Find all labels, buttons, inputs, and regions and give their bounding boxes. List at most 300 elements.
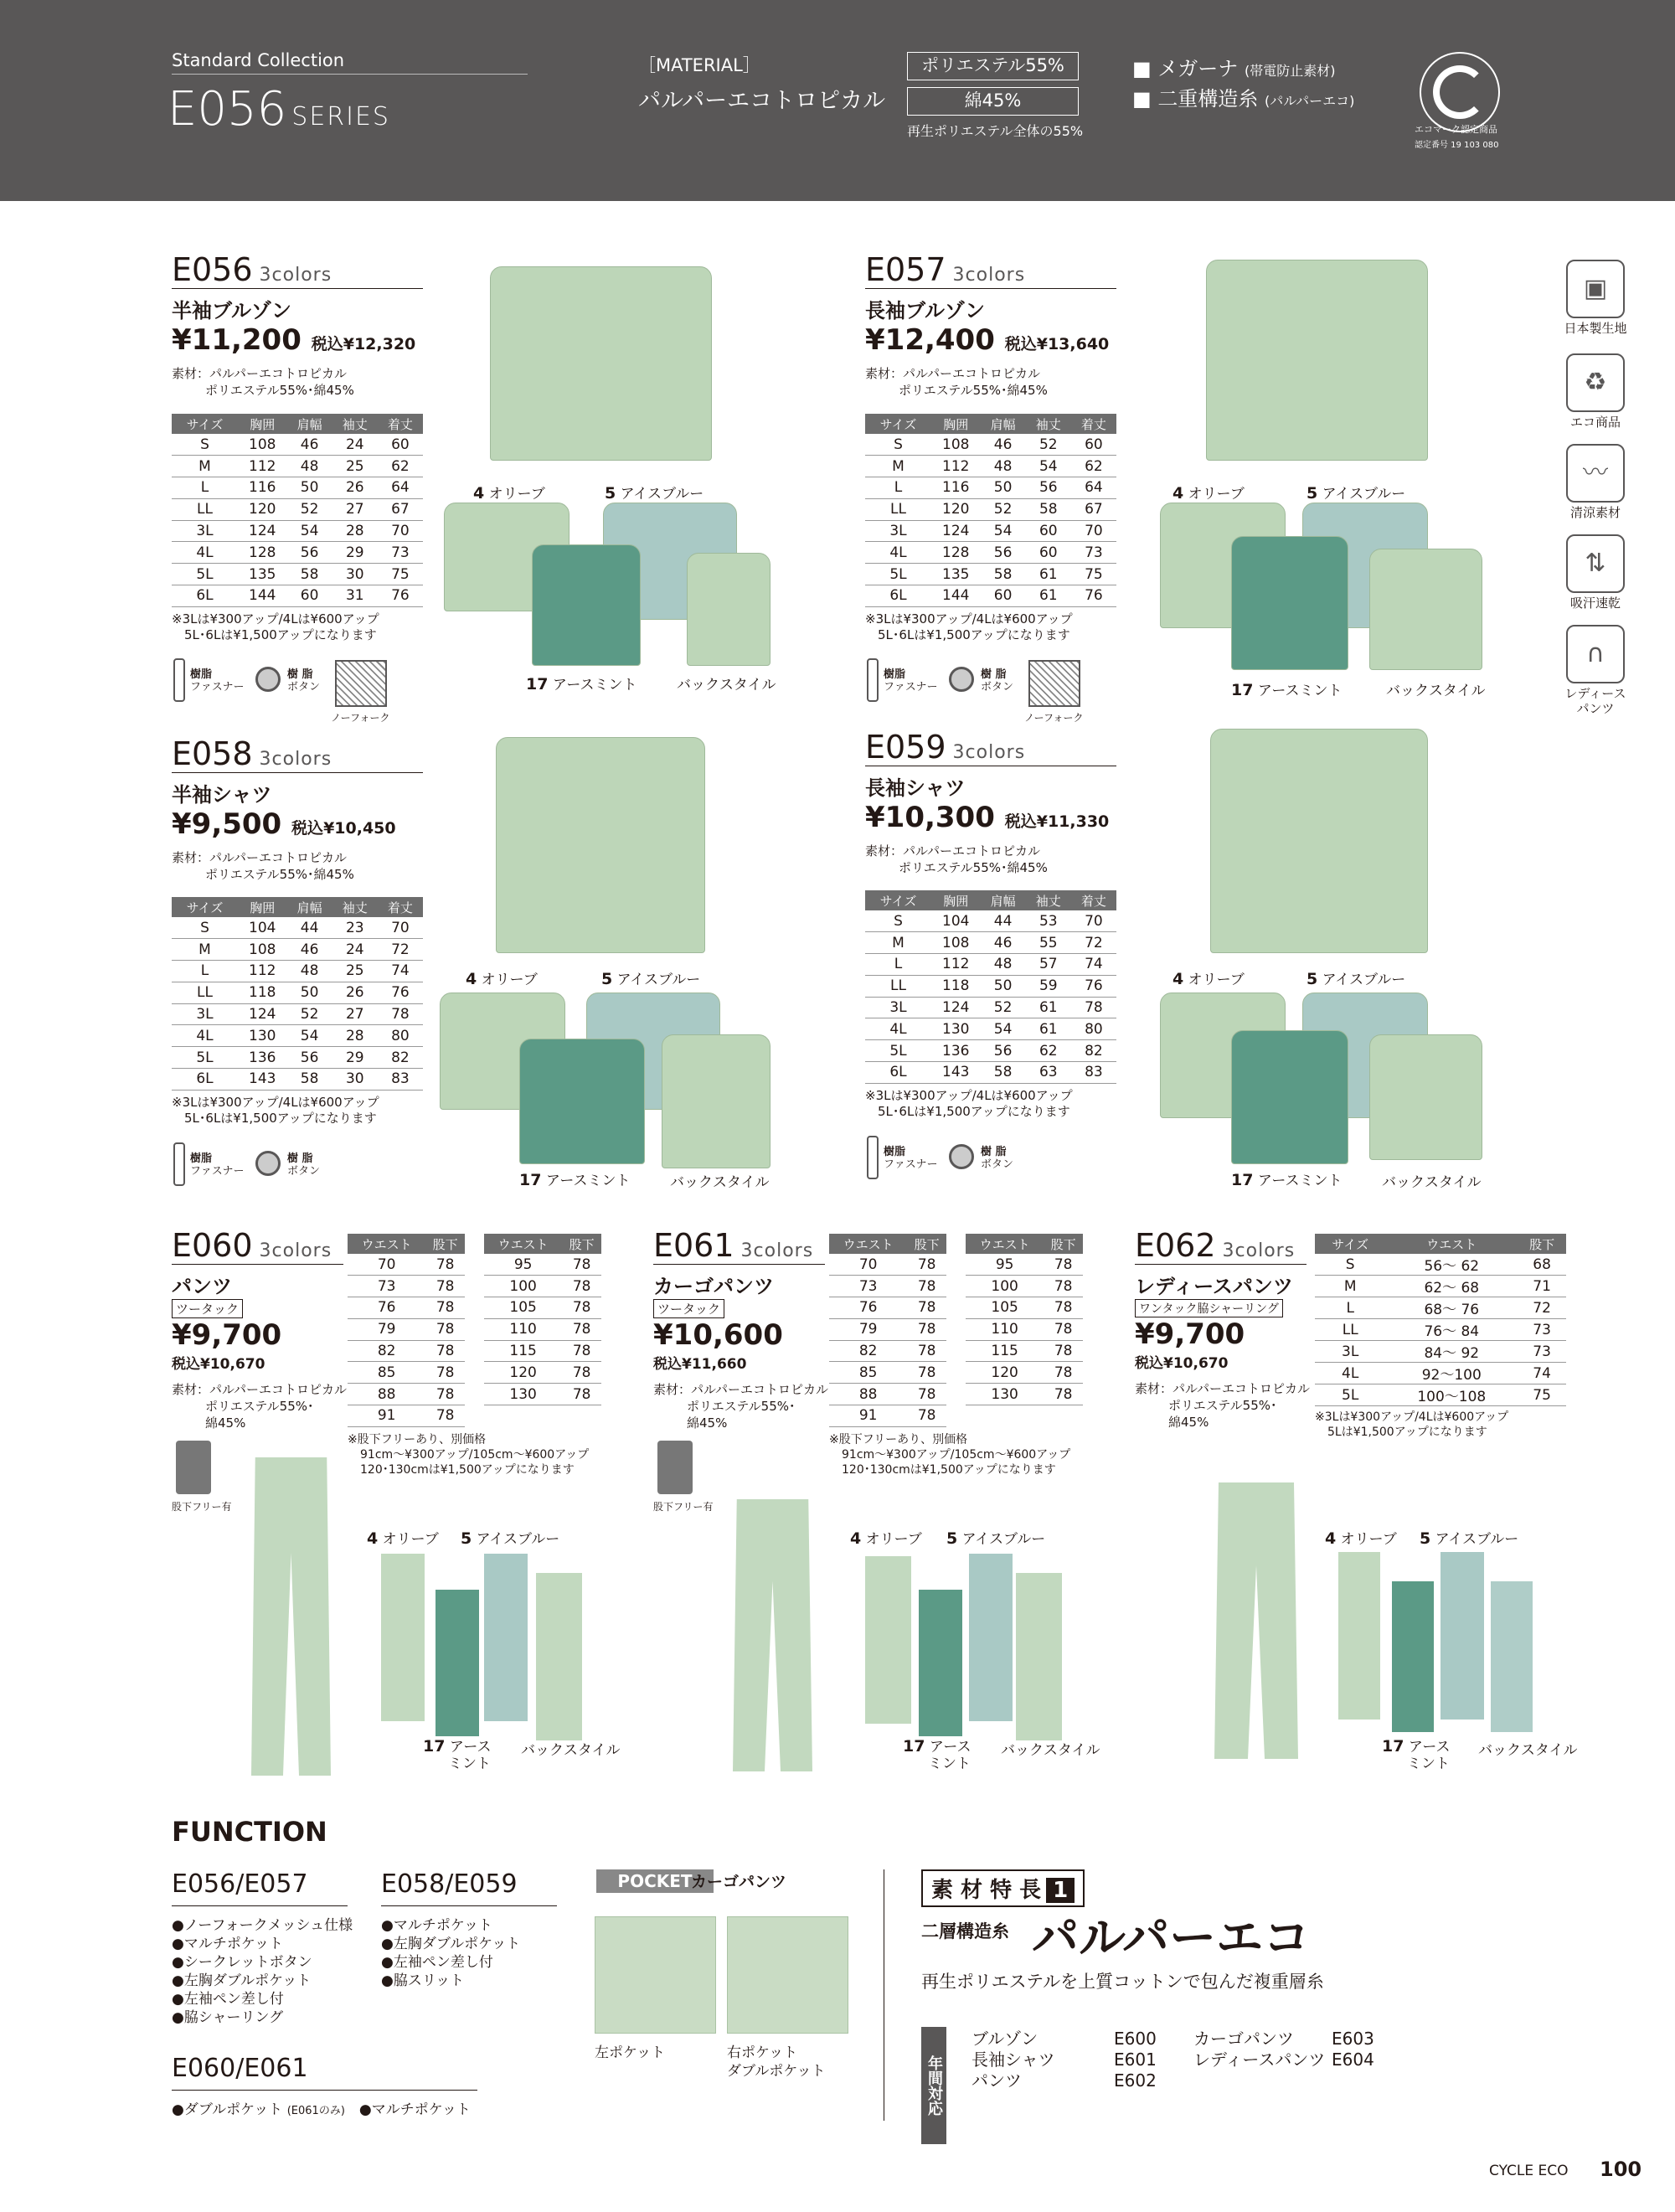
pants-earthmint-image (1392, 1581, 1434, 1732)
zipper-icon (867, 658, 879, 702)
material-name: パルパーエコトロピカル (638, 88, 886, 114)
pants-earthmint-image (436, 1590, 479, 1736)
table-cell: 78 (425, 1340, 465, 1362)
table-cell: 44 (287, 917, 332, 939)
table-row (966, 1340, 1083, 1362)
table-cell: 28 (332, 520, 378, 542)
table-cell: 62～ 68 (1385, 1276, 1518, 1297)
tuck-tag: ワンタック脇シャーリング (1135, 1299, 1283, 1317)
table-cell: 105 (484, 1297, 562, 1319)
tax-price: 税込¥11,660 (653, 1356, 747, 1373)
table-cell: 78 (907, 1297, 946, 1319)
table-cell: 112 (238, 456, 287, 477)
table-cell: 120 (238, 498, 287, 520)
table-cell: 29 (332, 542, 378, 564)
table-row (348, 1254, 465, 1276)
material-text: 素材：パルパーエコトロピカル ポリエステル55%･ 綿45% (1135, 1381, 1310, 1430)
code-underline (865, 288, 1116, 289)
tuck-tag: ツータック (172, 1299, 243, 1318)
header-divider (172, 74, 528, 75)
table-cell: 4L (1315, 1363, 1385, 1384)
table-cell: 78 (378, 1003, 423, 1025)
back-style-label: バックスタイル (1478, 1742, 1578, 1759)
jacket-main-image (1206, 260, 1428, 461)
table-cell: 144 (931, 585, 981, 607)
table-cell: 78 (907, 1362, 946, 1384)
table-row (865, 1040, 1116, 1062)
table-cell: 74 (1071, 954, 1116, 976)
table-cell: 78 (907, 1254, 946, 1276)
table-cell: 70 (378, 917, 423, 939)
table-cell: 48 (287, 456, 332, 477)
size-note: ※3Lは¥300アップ/4Lは¥600アップ 5L･6Lは¥1,500アップになります (172, 611, 379, 642)
table-row (484, 1254, 601, 1276)
table-row (172, 477, 423, 499)
page-number: 100 (1600, 2158, 1642, 2181)
table-cell: 61 (1026, 997, 1071, 1018)
feature-items-2: カーゴパンツ E603 レディースパンツ E604 (1193, 2029, 1374, 2070)
table-cell: 124 (931, 520, 981, 542)
table-cell: 6L (865, 1062, 931, 1084)
table-cell: 78 (425, 1318, 465, 1340)
table-cell: 91 (348, 1405, 425, 1427)
right-pocket-label: 右ポケット ダブルポケット (727, 2044, 826, 2080)
table-cell: 30 (332, 1069, 378, 1091)
table-cell: 78 (562, 1297, 601, 1319)
table-row (829, 1254, 946, 1276)
table-cell: 24 (332, 939, 378, 961)
table-cell: 55 (1026, 932, 1071, 954)
table-cell: 64 (1071, 477, 1116, 499)
table-cell: 54 (287, 520, 332, 542)
waist-table-e061-b: ウエスト 股下 95 78 100 78 105 78 110 78 115 78 120 78 130 78 (966, 1234, 1083, 1405)
table-row (829, 1405, 946, 1427)
table-cell: S (172, 434, 238, 456)
zipper-label: 樹脂 ファスナー (884, 668, 938, 694)
inseam-note: ※股下フリーあり、別価格 91cm～¥300アップ/105cm～¥600アップ 120･130cmは¥1,500アップになります (348, 1433, 590, 1477)
size-table-e059: サイズ 胸囲 肩幅 袖丈 着丈 S 104 44 53 70 M 108 46 55 72 L 112 48 57 74 LL 118 50 59 76 3L 124 52 61 78 4L 130 54 61 80 5L 136 56 62 82 6L 143 58 63 83 (865, 890, 1116, 1084)
table-cell: 25 (332, 456, 378, 477)
table-cell: 124 (931, 997, 981, 1018)
table-cell: 56 (1026, 477, 1071, 499)
table-cell: 4L (865, 542, 931, 564)
table-row (865, 564, 1116, 585)
table-cell: 52 (287, 1003, 332, 1025)
table-cell: 112 (931, 954, 981, 976)
function-group-title: E058/E059 (381, 1869, 518, 1899)
table-cell: 110 (484, 1318, 562, 1340)
table-row (865, 520, 1116, 542)
table-cell: 130 (484, 1384, 562, 1405)
table-row (348, 1362, 465, 1384)
table-cell: 78 (907, 1405, 946, 1427)
zipper-icon (867, 1136, 879, 1179)
function-list-1: ●ノーフォークメッシュ仕様 ●マルチポケット ●シークレットボタン ●左胸ダブルポケット ●左袖ペン差し付 ●脇シャーリング (172, 1917, 353, 2026)
table-cell: 76～ 84 (1385, 1319, 1518, 1341)
table-cell: 53 (1026, 910, 1071, 932)
table-cell: 130 (238, 1025, 287, 1047)
back-style-label: バックスタイル (1386, 683, 1486, 699)
material-label: ［MATERIAL］ (638, 55, 760, 75)
product-code: E058 3colors (172, 735, 332, 772)
table-row (966, 1384, 1083, 1405)
side-label: 吸汗速乾 (1569, 596, 1621, 611)
table-row (865, 434, 1116, 456)
pants-main-image (733, 1499, 812, 1771)
spec-icons-e058 (172, 1139, 423, 1189)
jacket-earthmint-image (532, 544, 641, 666)
table-cell: S (172, 917, 238, 939)
table-cell: 62 (1071, 456, 1116, 477)
table-row (1315, 1276, 1566, 1297)
table-cell: 3L (865, 997, 931, 1018)
button-label: 樹 脂 ボタン (981, 668, 1014, 694)
table-cell: 68～ 76 (1385, 1297, 1518, 1319)
shirt-back-image (662, 1034, 770, 1168)
table-cell: 26 (332, 982, 378, 1003)
table-cell: 73 (829, 1276, 907, 1297)
inseam-note: ※股下フリーあり、別価格 91cm～¥300アップ/105cm～¥600アップ 120･130cmは¥1,500アップになります (829, 1433, 1071, 1477)
table-cell: 70 (1071, 910, 1116, 932)
table-cell: 78 (562, 1340, 601, 1362)
product-e058 (172, 735, 423, 883)
back-style-label: バックスタイル (521, 1742, 621, 1759)
jacket-earthmint-image (1231, 536, 1348, 670)
pants-olive-image (1338, 1552, 1380, 1720)
table-cell: 58 (981, 564, 1026, 585)
table-cell: 76 (378, 982, 423, 1003)
table-cell: L (172, 477, 238, 499)
zipper-icon (173, 1142, 185, 1186)
table-cell: L (865, 477, 931, 499)
table-row (865, 1018, 1116, 1040)
table-row (172, 1047, 423, 1069)
shirt-main-image (496, 737, 705, 953)
table-cell: 78 (1044, 1276, 1083, 1297)
nofork-label: ノーフォーク (331, 712, 390, 724)
color-olive-label: 4 オリーブ (367, 1529, 439, 1548)
side-label: エコ商品 (1569, 415, 1621, 430)
table-cell: 78 (907, 1384, 946, 1405)
table-cell: 6L (172, 585, 238, 607)
table-cell: LL (172, 982, 238, 1003)
table-cell: 80 (1071, 1018, 1116, 1040)
ladies-pants-icon: ∩ (1566, 625, 1625, 683)
size-note: ※3Lは¥300アップ/4Lは¥600アップ 5L･6Lは¥1,500アップになります (865, 1088, 1073, 1119)
table-cell: 5L (1315, 1384, 1385, 1406)
table-cell: 56～ 62 (1385, 1254, 1518, 1276)
table-row (966, 1362, 1083, 1384)
color-earthmint-label: 17 アースミント (1231, 1171, 1343, 1189)
code-underline (1135, 1264, 1306, 1265)
table-cell: 46 (287, 939, 332, 961)
table-row (172, 520, 423, 542)
table-cell: 48 (981, 456, 1026, 477)
table-cell: 62 (378, 456, 423, 477)
table-row (865, 585, 1116, 607)
product-price: ¥12,400 税込¥13,640 (865, 323, 1110, 357)
eco-mark-text: エコマーク認定商品 (1415, 124, 1497, 135)
function-group-title: E060/E061 (172, 2054, 308, 2083)
table-cell: 50 (981, 975, 1026, 997)
product-name: レディースパンツ (1135, 1275, 1293, 1298)
table-cell: 62 (1026, 1040, 1071, 1062)
table-row (1315, 1384, 1566, 1406)
table-cell: 78 (1044, 1318, 1083, 1340)
color-olive-label: 4 オリーブ (466, 970, 538, 988)
table-cell: 48 (287, 961, 332, 982)
pants-main-image (1214, 1482, 1298, 1759)
spec-icons-e057 (865, 655, 1116, 730)
recycle-icon: ♻ (1566, 353, 1625, 412)
table-cell: 52 (981, 498, 1026, 520)
back-style-label: バックスタイル (1001, 1742, 1100, 1759)
table-cell: 4L (865, 1018, 931, 1040)
table-cell: 63 (1026, 1062, 1071, 1084)
table-cell: 78 (425, 1297, 465, 1319)
table-cell: 23 (332, 917, 378, 939)
table-cell: 70 (1071, 520, 1116, 542)
product-code: E062 3colors (1135, 1227, 1296, 1264)
table-cell: 64 (378, 477, 423, 499)
bullet-double-yarn: ■ 二重構造糸 (パルパーエコ) (1132, 87, 1355, 111)
size-table-e056: サイズ 胸囲 肩幅 袖丈 着丈 S 108 46 24 60 M 112 48 25 62 L 116 50 26 64 LL 120 52 27 67 3L 124 54 28 70 4L 128 56 29 73 5L 135 58 30 75 6L 144 60 31 76 (172, 414, 423, 607)
table-row (348, 1340, 465, 1362)
table-cell: 70 (348, 1254, 425, 1276)
button-icon (255, 1151, 281, 1176)
waist-table-e061-a: ウエスト 股下 70 78 73 78 76 78 79 78 82 78 85 78 88 78 91 78 (829, 1234, 946, 1427)
table-cell: 78 (1044, 1297, 1083, 1319)
left-pocket-label: 左ポケット (595, 2044, 666, 2061)
table-row (865, 975, 1116, 997)
table-cell: 118 (238, 982, 287, 1003)
table-cell: 78 (562, 1362, 601, 1384)
shirt-earthmint-image (1231, 1030, 1348, 1164)
inseam-free-icon (657, 1441, 693, 1494)
table-cell: 72 (1518, 1297, 1566, 1319)
color-olive-label: 4 オリーブ (1172, 484, 1245, 503)
table-row (966, 1254, 1083, 1276)
table-cell: 59 (1026, 975, 1071, 997)
function-list-2: ●マルチポケット ●左胸ダブルポケット ●左袖ペン差し付 ●脇スリット (381, 1917, 521, 1989)
zipper-icon (173, 658, 185, 702)
back-style-label: バックスタイル (670, 1174, 770, 1191)
table-cell: 82 (1071, 1040, 1116, 1062)
color-iceblue-label: 5 アイスブルー (1306, 970, 1406, 988)
table-cell: 56 (981, 542, 1026, 564)
table-row (348, 1276, 465, 1297)
table-cell: 26 (332, 477, 378, 499)
table-cell: 24 (332, 434, 378, 456)
right-pocket-image (727, 1916, 848, 2034)
product-e057 (865, 251, 1116, 399)
table-cell: 120 (931, 498, 981, 520)
table-row (348, 1318, 465, 1340)
table-cell: 143 (931, 1062, 981, 1084)
material-text: 素材：パルパーエコトロピカル ポリエステル55%･ 綿45% (653, 1382, 828, 1431)
table-cell: 78 (1044, 1254, 1083, 1276)
size-note: ※3Lは¥300アップ/4Lは¥600アップ 5L･6Lは¥1,500アップになります (865, 611, 1073, 642)
color-iceblue-label: 5 アイスブルー (601, 970, 701, 988)
pants-earthmint-image (919, 1590, 962, 1736)
table-cell: L (172, 961, 238, 982)
table-cell: 85 (348, 1362, 425, 1384)
color-iceblue-label: 5 アイスブルー (1420, 1529, 1519, 1548)
table-cell: 46 (981, 434, 1026, 456)
zipper-label: 樹脂 ファスナー (190, 1152, 245, 1178)
jacket-back-image (1369, 549, 1482, 670)
function-underline (381, 1905, 557, 1906)
table-cell: 79 (348, 1318, 425, 1340)
table-cell: 27 (332, 498, 378, 520)
table-cell: 50 (287, 982, 332, 1003)
product-name: 長袖シャツ (865, 776, 966, 800)
table-cell: 58 (1026, 498, 1071, 520)
table-row (829, 1362, 946, 1384)
table-cell: 78 (1044, 1384, 1083, 1405)
table-cell: 78 (562, 1254, 601, 1276)
table-cell: 85 (829, 1362, 907, 1384)
left-pocket-image (595, 1916, 716, 2034)
table-cell: 135 (238, 564, 287, 585)
table-cell: 68 (1518, 1254, 1566, 1276)
nofork-label: ノーフォーク (1024, 712, 1084, 724)
color-iceblue-label: 5 アイスブルー (461, 1529, 560, 1548)
shirt-main-image (1210, 729, 1428, 953)
table-cell: 73 (1071, 542, 1116, 564)
table-cell: 60 (1071, 434, 1116, 456)
table-cell: 104 (238, 917, 287, 939)
table-cell: 78 (425, 1276, 465, 1297)
table-cell: 75 (378, 564, 423, 585)
table-row (865, 1062, 1116, 1084)
color-olive-label: 4 オリーブ (473, 484, 545, 503)
material-text: 素材：パルパーエコトロピカル ポリエステル55%･綿45% (172, 850, 354, 882)
back-style-label: バックスタイル (1382, 1174, 1482, 1191)
product-e056 (172, 251, 423, 399)
product-name: 半袖シャツ (172, 783, 272, 807)
table-cell: 78 (1044, 1362, 1083, 1384)
table-row (484, 1362, 601, 1384)
table-cell: 5L (172, 1047, 238, 1069)
code-underline (653, 1264, 825, 1265)
table-row (172, 585, 423, 607)
table-cell: 3L (865, 520, 931, 542)
table-cell: M (1315, 1276, 1385, 1297)
table-row (484, 1276, 601, 1297)
pants-iceblue-image (969, 1554, 1013, 1721)
table-row (829, 1276, 946, 1297)
table-cell: 78 (907, 1340, 946, 1362)
tax-price: 税込¥10,670 (1135, 1355, 1229, 1372)
table-cell: 28 (332, 1025, 378, 1047)
color-iceblue-label: 5 アイスブルー (1306, 484, 1406, 503)
table-cell: 95 (484, 1254, 562, 1276)
pants-main-image (251, 1457, 331, 1776)
function-underline (172, 1905, 348, 1906)
ladies-size-table: サイズ ウエスト 股下 S 56～ 62 68 M 62～ 68 71 L 68～ 76 72 LL 76～ 84 73 3L 84～ 92 73 4L 92～100 74 5L 100～108 75 (1315, 1234, 1566, 1406)
table-cell: 60 (378, 434, 423, 456)
table-cell: 130 (966, 1384, 1044, 1405)
table-row (172, 434, 423, 456)
table-row (172, 456, 423, 477)
ladies-size-note: ※3Lは¥300アップ/4Lは¥600アップ 5Lは¥1,500アップになります (1315, 1410, 1509, 1439)
table-cell: 60 (1026, 542, 1071, 564)
side-label: 清涼素材 (1569, 505, 1621, 520)
table-cell: 95 (966, 1254, 1044, 1276)
table-cell: 124 (238, 520, 287, 542)
function-underline (172, 2090, 477, 2091)
table-cell: 128 (238, 542, 287, 564)
table-row (172, 982, 423, 1003)
table-cell: 48 (981, 954, 1026, 976)
table-cell: 92～100 (1385, 1363, 1518, 1384)
tuck-tag: ツータック (653, 1299, 724, 1318)
table-cell: 56 (981, 1040, 1026, 1062)
table-cell: 88 (829, 1384, 907, 1405)
material-text: 素材：パルパーエコトロピカル ポリエステル55%･綿45% (172, 366, 354, 398)
table-row (829, 1318, 946, 1340)
side-label: 日本製生地 (1564, 321, 1627, 336)
pants-iceblue-image (484, 1554, 528, 1721)
table-cell: 74 (378, 961, 423, 982)
table-cell: LL (865, 975, 931, 997)
table-cell: L (1315, 1297, 1385, 1319)
table-row (348, 1297, 465, 1319)
table-cell: 52 (981, 997, 1026, 1018)
table-cell: 78 (425, 1254, 465, 1276)
product-price: ¥11,200 税込¥12,320 (172, 323, 416, 357)
table-cell: 3L (1315, 1341, 1385, 1363)
table-cell: 73 (1518, 1319, 1566, 1341)
waist-table-e060-a: ウエスト 股下 70 78 73 78 76 78 79 78 82 78 85 78 88 78 91 78 (348, 1234, 465, 1427)
table-row (1315, 1319, 1566, 1341)
cool-icon: 〰 (1566, 444, 1625, 503)
waist-table-e060-b: ウエスト 股下 95 78 100 78 105 78 110 78 115 78 120 78 130 78 (484, 1234, 601, 1405)
table-cell: 76 (1071, 975, 1116, 997)
table-cell: 31 (332, 585, 378, 607)
table-row (172, 498, 423, 520)
table-cell: 70 (378, 520, 423, 542)
button-label: 樹 脂 ボタン (287, 668, 321, 694)
table-cell: 5L (865, 1040, 931, 1062)
table-cell: 78 (425, 1362, 465, 1384)
table-cell: 128 (931, 542, 981, 564)
pocket-product-name: カーゴパンツ (691, 1873, 787, 1891)
table-row (865, 997, 1116, 1018)
table-cell: 60 (1026, 520, 1071, 542)
table-cell: 6L (865, 585, 931, 607)
japan-made-icon: ▣ (1566, 260, 1625, 318)
jacket-main-image (490, 266, 712, 461)
table-row (865, 954, 1116, 976)
table-cell: 3L (172, 1003, 238, 1025)
spec-icons-e056 (172, 655, 423, 730)
table-cell: 60 (287, 585, 332, 607)
table-cell: 54 (981, 520, 1026, 542)
table-row (865, 456, 1116, 477)
material-text: 素材：パルパーエコトロピカル ポリエステル55%･ 綿45% (172, 1382, 347, 1431)
table-cell: 115 (966, 1340, 1044, 1362)
table-cell: 57 (1026, 954, 1071, 976)
cotton-box: 綿45% (907, 87, 1079, 116)
pants-back-image (1491, 1581, 1533, 1732)
code-underline (172, 288, 423, 289)
header-band (0, 0, 1675, 201)
table-cell: 124 (238, 1003, 287, 1025)
table-cell: 78 (425, 1405, 465, 1427)
feature-title: パルパーエコ (1032, 1911, 1311, 1966)
